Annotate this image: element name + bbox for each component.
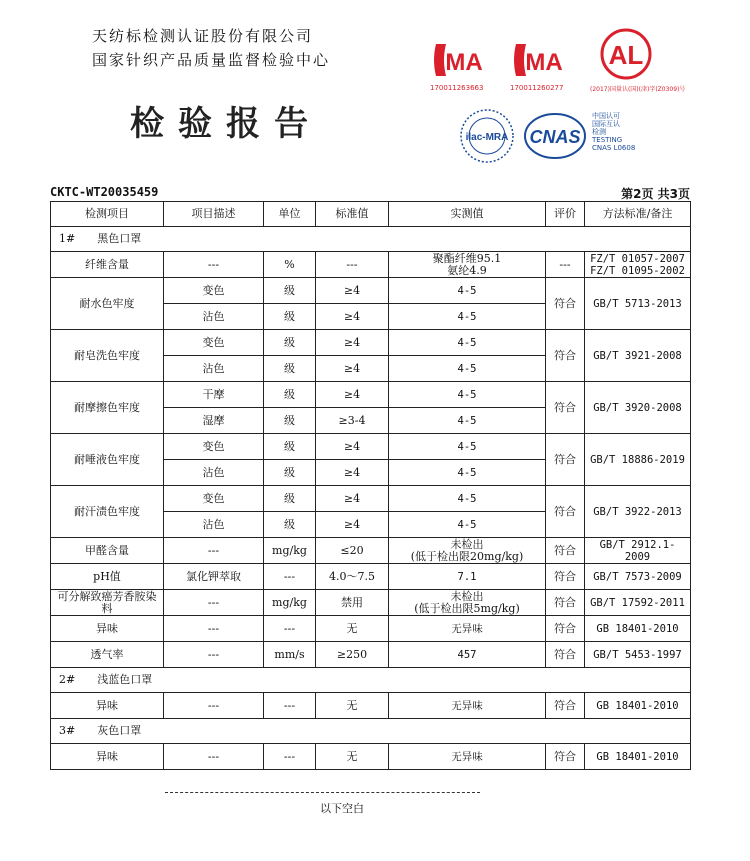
cell-unit: mg/kg (264, 590, 316, 616)
cell-std: 无 (316, 693, 389, 719)
column-header: 评价 (546, 202, 585, 227)
cell-std: 4.0～7.5 (316, 564, 389, 590)
cell-measured: 4-5 (389, 512, 546, 538)
cell-unit: 级 (264, 278, 316, 304)
cell-item: pH值 (51, 564, 164, 590)
cell-measured: 4-5 (389, 434, 546, 460)
table-row (51, 434, 691, 460)
cell-unit: 级 (264, 382, 316, 408)
cell-unit: 级 (264, 486, 316, 512)
cell-eval: 符合 (546, 616, 585, 642)
cell-eval: 符合 (546, 330, 585, 382)
cell-std: ≥4 (316, 434, 389, 460)
column-header: 检测项目 (51, 202, 164, 227)
cell-method: GB/T 17592-2011 (585, 590, 691, 616)
cell-method: GB/T 7573-2009 (585, 564, 691, 590)
cell-std: ≥4 (316, 382, 389, 408)
cell-measured: 4-5 (389, 486, 546, 512)
cell-unit: --- (264, 564, 316, 590)
cell-eval: 符合 (546, 590, 585, 616)
cell-unit: --- (264, 693, 316, 719)
cell-method: GB 18401-2010 (585, 616, 691, 642)
cell-unit: 级 (264, 408, 316, 434)
cell-measured: 4-5 (389, 356, 546, 382)
cell-std: ≥4 (316, 278, 389, 304)
cell-unit: mm/s (264, 642, 316, 668)
cma-logo-1-code: 170011263663 (430, 84, 484, 92)
cell-eval: 符合 (546, 538, 585, 564)
cell-unit: 级 (264, 356, 316, 382)
cell-desc: 湿摩 (164, 408, 264, 434)
test-results-table (50, 201, 691, 770)
cell-method: GB/T 3921-2008 (585, 330, 691, 382)
cell-unit: --- (264, 616, 316, 642)
cell-eval: 符合 (546, 693, 585, 719)
table-row (51, 590, 691, 616)
sample-header-row (51, 719, 691, 744)
cell-std: --- (316, 252, 389, 278)
cnas-caption-line: 中国认可 (592, 112, 620, 120)
cell-std: ≥4 (316, 304, 389, 330)
cell-item: 异味 (51, 616, 164, 642)
cell-eval: 符合 (546, 382, 585, 434)
cell-method: GB 18401-2010 (585, 744, 691, 770)
cell-measured: 4-5 (389, 382, 546, 408)
table-row (51, 616, 691, 642)
cell-desc: 沾色 (164, 356, 264, 382)
cma-logo-2-text: MA (525, 49, 563, 76)
sample-header-row (51, 668, 691, 693)
column-header: 项目描述 (164, 202, 264, 227)
cell-measured (389, 252, 546, 278)
report-number: CKTC-WT20035459 (50, 185, 159, 199)
cell-item: 甲醛含量 (51, 538, 164, 564)
table-row (51, 252, 691, 278)
cell-std: ≥4 (316, 486, 389, 512)
cell-method: GB/T 3920-2008 (585, 382, 691, 434)
cell-measured: 无异味 (389, 693, 546, 719)
cma-logo-2-code: 170011260277 (510, 84, 564, 92)
cell-std: 无 (316, 744, 389, 770)
cell-eval: 符合 (546, 564, 585, 590)
cell-item: 纤维含量 (51, 252, 164, 278)
cell-std: ≥250 (316, 642, 389, 668)
cell-desc: 沾色 (164, 512, 264, 538)
cal-logo (596, 26, 656, 86)
cell-std: ≥4 (316, 512, 389, 538)
cell-item: 可分解致癌芳香胺染料 (51, 590, 164, 616)
cma-logo-1 (430, 38, 492, 86)
cell-unit: --- (264, 744, 316, 770)
cell-eval: 符合 (546, 434, 585, 486)
cell-unit: mg/kg (264, 538, 316, 564)
cell-measured-line: 未检出 (450, 589, 484, 603)
report-meta-row (50, 185, 690, 201)
cell-measured: 无异味 (389, 616, 546, 642)
cell-desc: 沾色 (164, 304, 264, 330)
blank-note: 以下空白 (320, 802, 364, 815)
sample-label: 3# 灰色口罩 (51, 719, 691, 744)
page-info: 第2页 共3页 (621, 187, 690, 201)
cell-method: GB/T 18886-2019 (585, 434, 691, 486)
cell-method-line: FZ/T 01095-2002 (590, 264, 685, 277)
cell-desc: 干摩 (164, 382, 264, 408)
cell-measured (389, 538, 546, 564)
cell-method-line: FZ/T 01057-2007 (590, 252, 685, 265)
cnas-caption-line: TESTING (592, 136, 623, 144)
cell-unit: 级 (264, 460, 316, 486)
table-row (51, 486, 691, 512)
cell-measured: 7.1 (389, 564, 546, 590)
cell-std: ≥4 (316, 330, 389, 356)
cell-measured-line: (低于检出限5mg/kg) (414, 601, 520, 615)
cell-unit: 级 (264, 330, 316, 356)
cell-std: ≥3-4 (316, 408, 389, 434)
cell-desc: --- (164, 642, 264, 668)
cell-item: 异味 (51, 744, 164, 770)
cell-measured: 无异味 (389, 744, 546, 770)
cell-method: GB/T 2912.1-2009 (585, 538, 691, 564)
table-row (51, 382, 691, 408)
cell-desc: 变色 (164, 434, 264, 460)
end-divider (165, 792, 480, 793)
company-name: 天纺标检测认证股份有限公司 (92, 27, 314, 45)
cell-measured (389, 590, 546, 616)
table-row (51, 744, 691, 770)
cell-measured: 4-5 (389, 278, 546, 304)
table-row (51, 564, 691, 590)
cell-measured-line: 氨纶4.9 (447, 263, 487, 277)
cell-unit: 级 (264, 434, 316, 460)
cell-method: GB/T 5713-2013 (585, 278, 691, 330)
table-row (51, 278, 691, 304)
table-row (51, 693, 691, 719)
ilac-mra-logo (456, 106, 518, 170)
cell-std: 无 (316, 616, 389, 642)
cell-item: 耐汗渍色牢度 (51, 486, 164, 538)
cell-eval: 符合 (546, 486, 585, 538)
cell-desc: 变色 (164, 330, 264, 356)
cell-item: 耐皂洗色牢度 (51, 330, 164, 382)
cell-method (585, 252, 691, 278)
cell-eval: 符合 (546, 278, 585, 330)
table-row (51, 330, 691, 356)
cell-unit: 级 (264, 512, 316, 538)
cnas-caption-line: 国际互认 (592, 120, 620, 128)
cell-std: 禁用 (316, 590, 389, 616)
cnas-caption (592, 112, 652, 152)
cnas-caption-line: CNAS L0608 (592, 144, 636, 152)
cell-std: ≤20 (316, 538, 389, 564)
cell-desc: 变色 (164, 486, 264, 512)
cell-method: GB/T 5453-1997 (585, 642, 691, 668)
cal-logo-code: (2017)国量认(国)(津)字(Z0309)号 (590, 86, 686, 93)
cell-item: 耐水色牢度 (51, 278, 164, 330)
column-header: 标准值 (316, 202, 389, 227)
center-name: 国家针织产品质量监督检验中心 (92, 51, 331, 69)
cell-item: 耐唾液色牢度 (51, 434, 164, 486)
cell-measured-line: (低于检出限20mg/kg) (410, 549, 524, 563)
cell-desc: --- (164, 744, 264, 770)
cell-unit: % (264, 252, 316, 278)
cell-measured: 4-5 (389, 304, 546, 330)
cell-std: ≥4 (316, 356, 389, 382)
cma-logo-1-text: MA (445, 49, 483, 76)
cell-measured: 457 (389, 642, 546, 668)
cell-measured-line: 聚酯纤维95.1 (432, 251, 502, 265)
sample-header-row (51, 227, 691, 252)
cell-std: ≥4 (316, 460, 389, 486)
sample-label: 2# 浅蓝色口罩 (51, 668, 691, 693)
cell-desc: 氯化钾萃取 (164, 564, 264, 590)
cell-desc: 变色 (164, 278, 264, 304)
column-header: 单位 (264, 202, 316, 227)
certification-logos (430, 26, 730, 176)
cell-desc: --- (164, 538, 264, 564)
cal-logo-text: AL (608, 40, 644, 70)
cell-method: GB/T 3922-2013 (585, 486, 691, 538)
report-title: 检验报告 (130, 104, 322, 144)
cell-measured-line: 未检出 (450, 537, 484, 551)
table-row (51, 642, 691, 668)
cell-measured: 4-5 (389, 330, 546, 356)
cell-item: 透气率 (51, 642, 164, 668)
cell-method: GB 18401-2010 (585, 693, 691, 719)
cell-eval: --- (546, 252, 585, 278)
cell-item: 异味 (51, 693, 164, 719)
sample-label: 1# 黑色口罩 (51, 227, 691, 252)
cell-desc: --- (164, 616, 264, 642)
table-row (51, 538, 691, 564)
cell-desc: --- (164, 252, 264, 278)
ilac-mra-logo-text: ilac-MRA (465, 132, 509, 143)
cnas-logo-text: CNAS (529, 127, 581, 147)
column-header: 方法标准/备注 (585, 202, 691, 227)
cell-desc: 沾色 (164, 460, 264, 486)
cnas-caption-line: 检测 (592, 128, 606, 136)
cnas-logo (522, 110, 588, 166)
cell-desc: --- (164, 590, 264, 616)
header-company-block (92, 24, 352, 72)
cell-unit: 级 (264, 304, 316, 330)
cell-item: 耐摩擦色牢度 (51, 382, 164, 434)
cell-measured: 4-5 (389, 460, 546, 486)
column-header: 实测值 (389, 202, 546, 227)
cma-logo-2 (510, 38, 572, 86)
cell-desc: --- (164, 693, 264, 719)
table-header-row (51, 202, 691, 227)
cell-eval: 符合 (546, 642, 585, 668)
cell-eval: 符合 (546, 744, 585, 770)
cell-measured: 4-5 (389, 408, 546, 434)
